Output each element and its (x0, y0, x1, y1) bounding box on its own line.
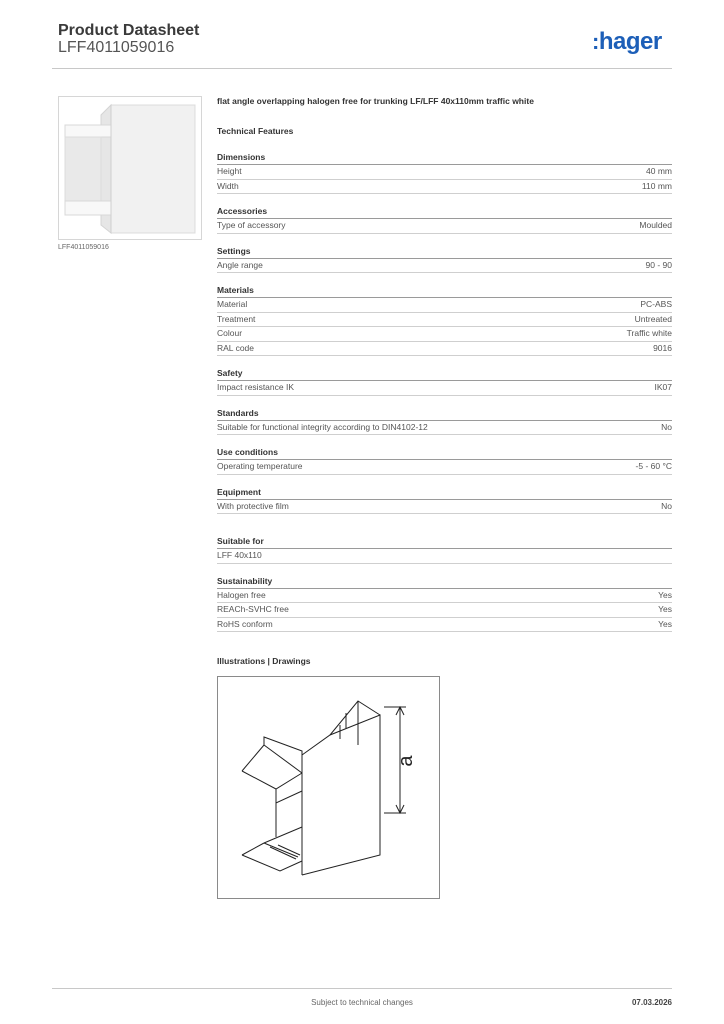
page-title: Product Datasheet (58, 22, 200, 39)
spec-row (217, 327, 672, 342)
spec-label: Width (217, 180, 239, 191)
spec-label: Impact resistance IK (217, 382, 295, 392)
spec-row (217, 298, 672, 313)
logo-text: hager (598, 28, 662, 55)
section-title: Accessories (217, 206, 672, 219)
spec-section (217, 206, 672, 234)
spec-value: Traffic white (626, 328, 672, 338)
spec-section (217, 246, 672, 274)
spec-label: Halogen free (217, 589, 266, 600)
spec-row (217, 342, 672, 357)
section-title: Safety (217, 368, 672, 381)
spec-value: Untreated (634, 313, 672, 324)
footer-divider (52, 988, 672, 989)
spec-value: No (661, 500, 672, 511)
spec-row (217, 421, 672, 436)
spec-value: No (661, 421, 672, 432)
section-title: Settings (217, 246, 672, 259)
footer-date: 07.03.2026 (631, 998, 672, 1007)
spec-row (217, 165, 672, 180)
spec-content (217, 96, 672, 632)
spec-row (217, 618, 672, 633)
spec-section (217, 152, 672, 194)
spec-row (217, 313, 672, 328)
section-title: Suitable for (217, 536, 672, 549)
spec-label: RoHS conform (217, 618, 273, 629)
spec-value: Yes (658, 589, 672, 600)
hager-logo (592, 28, 662, 56)
image-caption: LFF4011059016 (58, 244, 109, 251)
spec-label: Type of accessory (217, 220, 286, 230)
spec-row (217, 589, 672, 604)
spec-section (217, 576, 672, 633)
spec-value: Moulded (639, 220, 672, 230)
spec-label: LFF 40x110 (217, 550, 262, 560)
spec-value: Yes (658, 604, 672, 614)
header-divider (52, 68, 672, 69)
section-title: Standards (217, 408, 672, 421)
spec-row (217, 603, 672, 618)
section-title: Sustainability (217, 576, 672, 589)
spec-section (217, 447, 672, 475)
product-code: LFF4011059016 (58, 39, 175, 56)
spec-label: Material (217, 299, 248, 309)
section-title: Materials (217, 285, 672, 298)
section-title: Use conditions (217, 447, 672, 460)
spec-row (217, 549, 672, 564)
illustrations-heading: Illustrations | Drawings (217, 656, 311, 666)
spec-label: REACh-SVHC free (217, 604, 289, 614)
spec-label: Suitable for functional integrity according to DIN4102-12 (217, 421, 428, 432)
spec-label: Colour (217, 328, 243, 338)
spec-row (217, 259, 672, 274)
spec-value: -5 - 60 °C (635, 461, 672, 471)
spec-label: RAL code (217, 342, 255, 353)
footer-note: Subject to technical changes (311, 998, 413, 1007)
spec-value: 9016 (653, 342, 672, 353)
spec-row (217, 219, 672, 234)
spec-label: Operating temperature (217, 461, 303, 471)
spec-value: PC-ABS (640, 299, 672, 309)
spec-value: IK07 (654, 382, 672, 392)
section-title: Equipment (217, 487, 672, 500)
spec-label: Height (217, 166, 242, 176)
technical-features-heading: Technical Features (217, 126, 294, 136)
product-description: flat angle overlapping halogen free for trunking LF/LFF 40x110mm traffic white (217, 96, 534, 106)
spec-section (217, 487, 672, 515)
spec-row (217, 460, 672, 475)
spec-row (217, 180, 672, 195)
spec-value: Yes (658, 618, 672, 629)
spec-label: With protective film (217, 500, 289, 511)
spec-label: Treatment (217, 313, 256, 324)
spec-label: Angle range (217, 259, 263, 270)
spec-value: 40 mm (646, 166, 672, 176)
spec-value: 90 - 90 (645, 259, 672, 270)
section-title: Dimensions (217, 152, 672, 165)
product-image (58, 96, 202, 240)
spec-value: 110 mm (641, 180, 672, 191)
spec-section (217, 368, 672, 396)
spec-section (217, 536, 672, 564)
logo-colon: : (592, 29, 599, 54)
spec-section (217, 408, 672, 436)
spec-row (217, 500, 672, 515)
spec-row (217, 381, 672, 396)
technical-drawing (217, 676, 440, 899)
dimension-label: a (395, 755, 417, 767)
spec-section (217, 285, 672, 356)
spec-sections (217, 152, 672, 632)
